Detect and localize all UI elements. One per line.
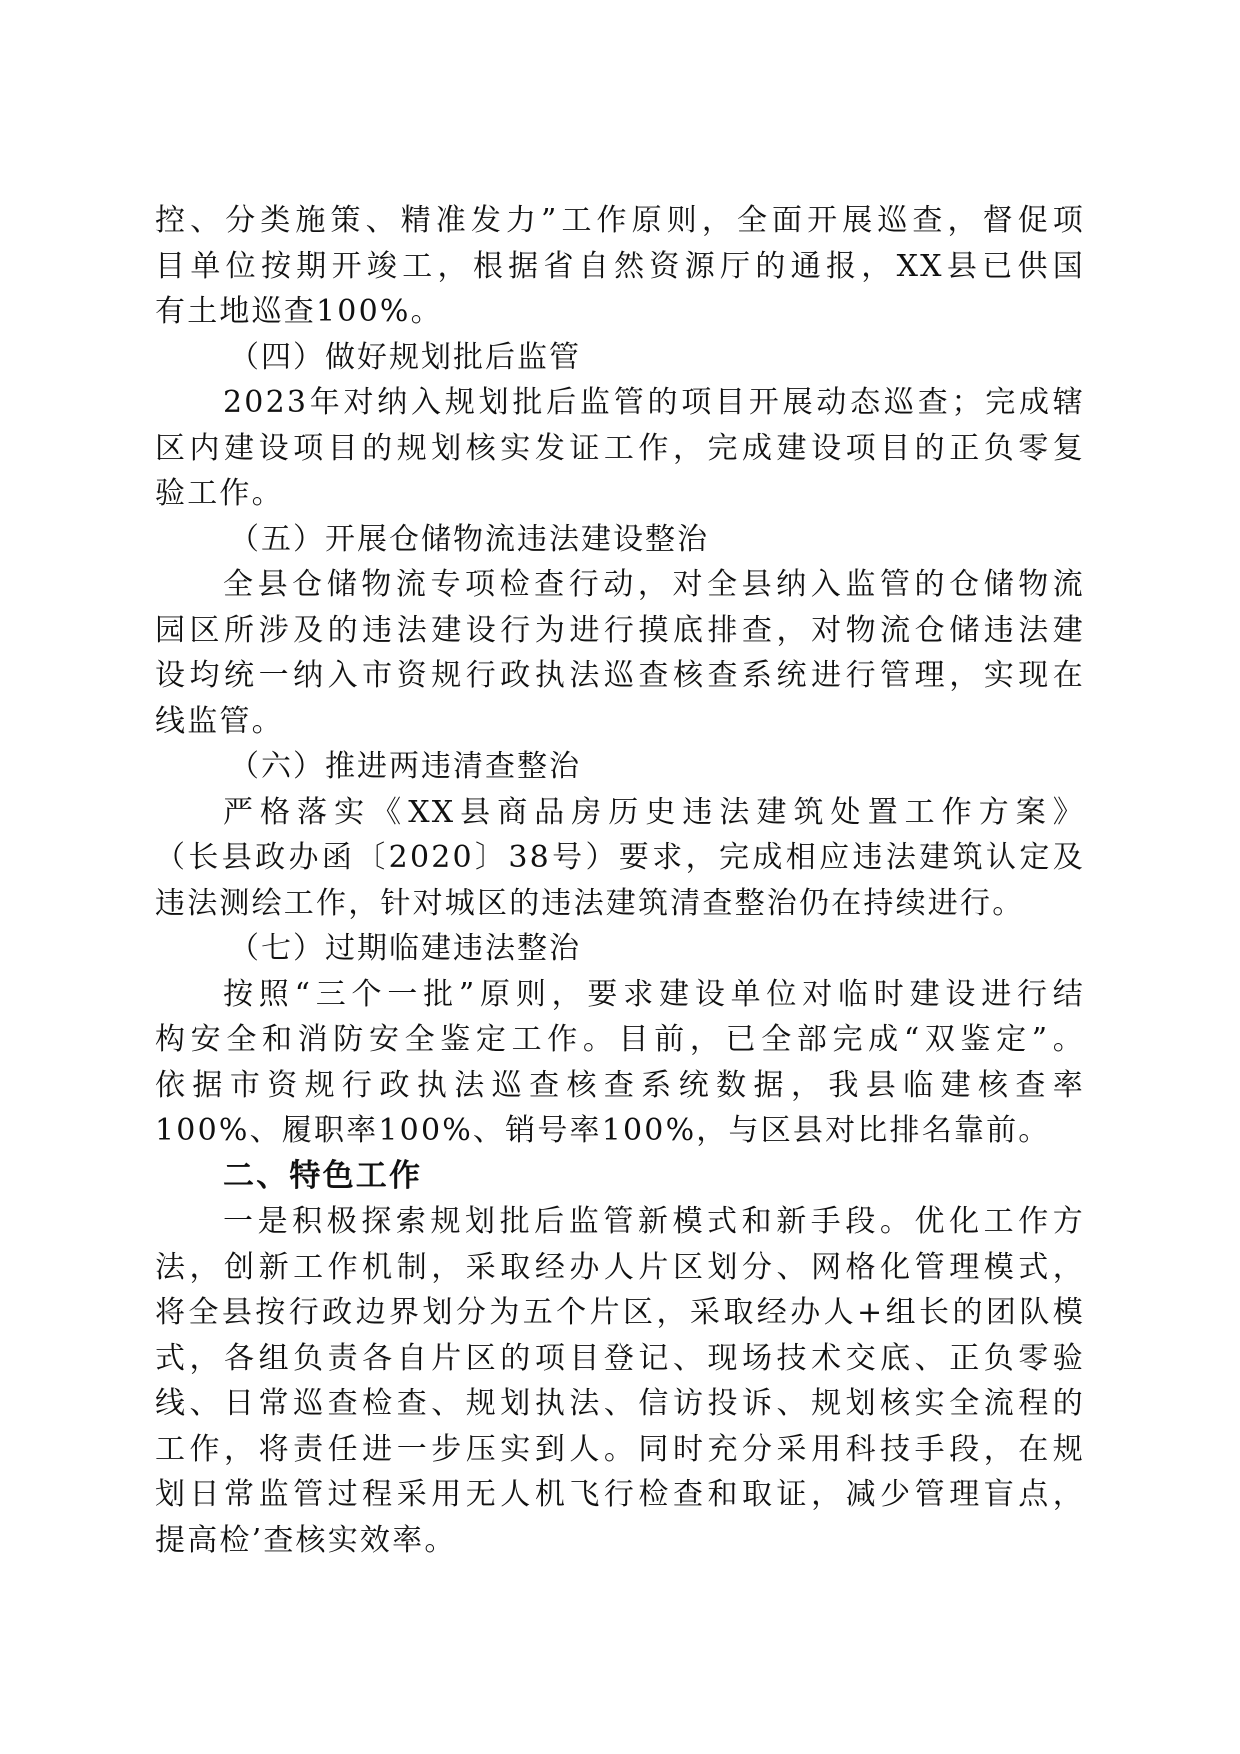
body-line: 100%、履职率100%、销号率100%，与区县对比排名靠前。 bbox=[155, 1113, 1051, 1148]
body-line: 依据市资规行政执法巡查核查系统数据，我县临建核查率 bbox=[155, 1067, 1085, 1103]
subsection-heading: （五）开展仓储物流违法建设整治 bbox=[229, 521, 709, 557]
body-line: 划日常监管过程采用无人机飞行检查和取证，减少管理盲点， bbox=[155, 1477, 1085, 1512]
subsection-heading: （六）推进两违清查整治 bbox=[229, 749, 581, 784]
body-line: 控、分类施策、精准发力”工作原则，全面开展巡查，督促项 bbox=[155, 203, 1085, 238]
body-line: 构安全和消防安全鉴定工作。目前，已全部完成“双鉴定”。 bbox=[155, 1022, 1085, 1057]
paragraph-first-line: 全县仓储物流专项检查行动，对全县纳入监管的仓储物流 bbox=[223, 567, 1085, 602]
body-line: 式，各组负责各自片区的项目登记、现场技术交底、正负零验 bbox=[155, 1340, 1085, 1376]
paragraph-first-line: 按照“三个一批”原则，要求建设单位对临时建设进行结 bbox=[223, 976, 1085, 1012]
body-line: 区内建设项目的规划核实发证工作，完成建设项目的正负零复 bbox=[155, 430, 1085, 466]
paragraph-first-line: 一是积极探索规划批后监管新模式和新手段。优化工作方 bbox=[223, 1204, 1085, 1239]
subsection-heading: （四）做好规划批后监管 bbox=[229, 339, 581, 375]
body-line: 法，创新工作机制，采取经办人片区划分、网格化管理模式， bbox=[155, 1249, 1085, 1285]
body-line: 有土地巡查100%。 bbox=[155, 294, 443, 329]
subsection-heading: （七）过期临建违法整治 bbox=[229, 931, 581, 966]
body-line: 违法测绘工作，针对城区的违法建筑清查整治仍在持续进行。 bbox=[155, 885, 1025, 921]
document-page bbox=[155, 198, 1085, 1563]
body-line: 线监管。 bbox=[155, 703, 284, 739]
section-heading: 二、特色工作 bbox=[223, 1157, 423, 1194]
body-line: 线、日常巡查检查、规划执法、信访投诉、规划核实全流程的 bbox=[155, 1386, 1085, 1421]
body-line: 将全县按行政边界划分为五个片区，采取经办人+组长的团队模 bbox=[155, 1295, 1085, 1330]
body-line: 目单位按期开竣工，根据省自然资源厅的通报，XX县已供国 bbox=[155, 248, 1085, 284]
body-line: （长县政办函〔2020〕38号）要求，完成相应违法建筑认定及 bbox=[155, 840, 1085, 875]
body-line: 验工作。 bbox=[155, 476, 284, 511]
paragraph-first-line: 严格落实《XX县商品房历史违法建筑处置工作方案》 bbox=[223, 794, 1085, 830]
body-line: 提高检’查核实效率。 bbox=[155, 1522, 457, 1558]
body-line: 工作，将责任进一步压实到人。同时充分采用科技手段，在规 bbox=[155, 1431, 1085, 1467]
body-line: 园区所涉及的违法建设行为进行摸底排查，对物流仓储违法建 bbox=[155, 612, 1085, 648]
paragraph-first-line: 2023年对纳入规划批后监管的项目开展动态巡查；完成辖 bbox=[223, 385, 1085, 420]
body-line: 设均统一纳入市资规行政执法巡查核查系统进行管理，实现在 bbox=[155, 658, 1085, 693]
